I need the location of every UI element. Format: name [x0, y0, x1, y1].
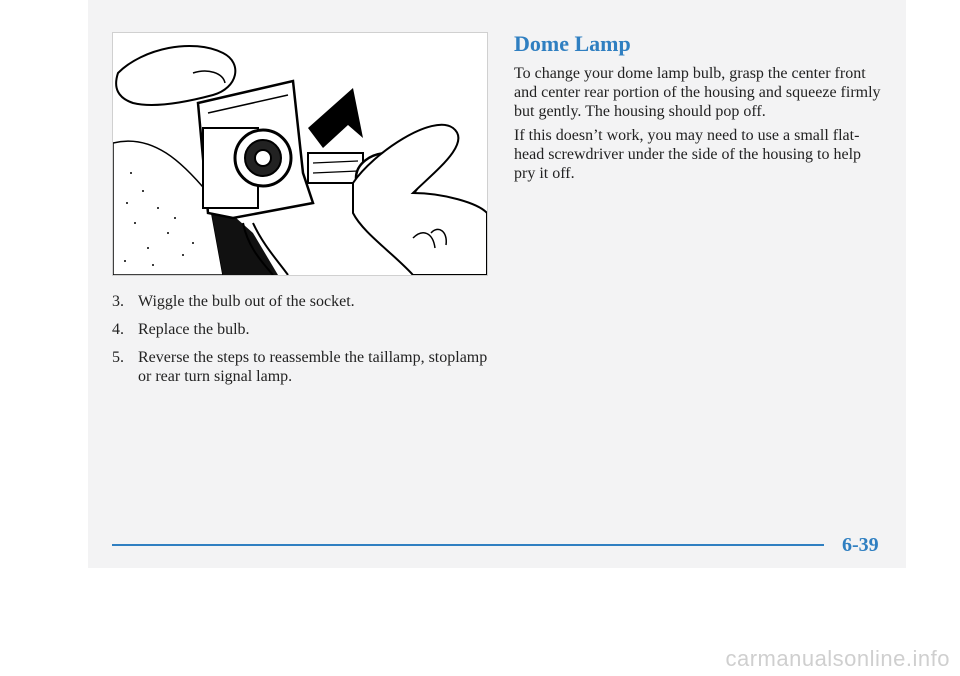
step-number: 4. [112, 321, 124, 338]
list-item [112, 292, 492, 311]
paragraph: To change your dome lamp bulb, grasp the center front and center rear portion of the housing and squeeze firmly but gently. The housing should pop off. [514, 65, 881, 120]
list-item [112, 348, 492, 386]
step-number: 3. [112, 293, 124, 310]
step-text: Wiggle the bulb out of the socket. [138, 293, 355, 310]
page-number: 6-39 [842, 534, 879, 556]
bulb-removal-illustration [112, 32, 488, 276]
footer-rule [112, 544, 824, 546]
step-text: Replace the bulb. [138, 321, 250, 338]
bulb-socket-illustration-icon [113, 33, 487, 275]
paragraph: If this doesn’t work, you may need to use a small flat-head screwdriver under the side of the housing to help pry it off. [514, 127, 862, 182]
step-number: 5. [112, 349, 124, 366]
section-title: Dome Lamp [514, 31, 631, 56]
bulb-replacement-steps [112, 292, 492, 395]
watermark-text: carmanualsonline.info [725, 646, 950, 671]
step-text: Reverse the steps to reassemble the taillamp, stoplamp or rear turn signal lamp. [138, 349, 488, 385]
list-item [112, 320, 492, 339]
